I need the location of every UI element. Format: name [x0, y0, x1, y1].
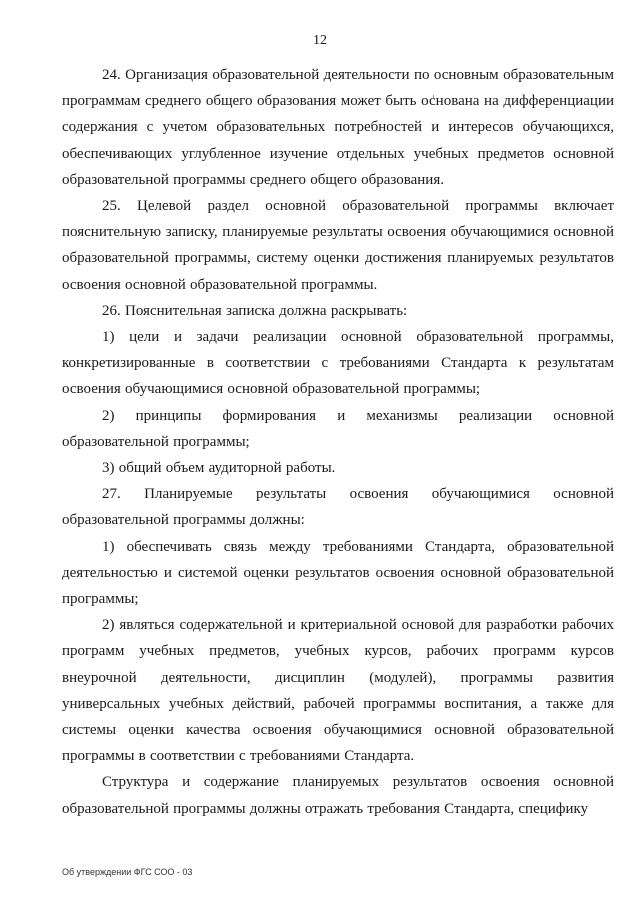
paragraph-27-item-2: 2) являться содержательной и критериальной основой для разработки рабочих программ учебных предметов, учебных курсов, рабочих программ курсов внеурочной деятельности, дисциплин (модулей), программы развития универсальных учебных действий, рабочей программы воспитания, а также для системы оценки качества освоения обучающимися основной образовательной программы в соответствии с требованиями Стандарта. — [62, 617, 614, 765]
paragraph-27-item-1: 1) обеспечивать связь между требованиями Стандарта, образовательной деятельностью и системой оценки результатов освоения основной образовательной программы; — [62, 538, 614, 608]
paragraph-26: 26. Пояснительная записка должна раскрывать: — [102, 302, 408, 319]
paragraph-26-item-1: 1) цели и задачи реализации основной образовательной программы, конкретизированные в соответствии с требованиями Стандарта к результатам освоения обучающимися основной образовательной программы; — [62, 329, 614, 398]
paragraph-27: 27. Планируемые результаты освоения обучающимися основной образовательной программы должны: — [62, 486, 614, 529]
page-number: 12 — [313, 33, 327, 48]
paragraph-25: 25. Целевой раздел основной образовательной программы включает пояснительную записку, планируемые результаты освоения обучающимися основной образовательной программы, систему оценки достижения планируемых результатов освоения основной образовательной программы. — [62, 198, 614, 293]
paragraph-structure: Структура и содержание планируемых результатов освоения основной образовательной программы должны отражать требования Стандарта, специфику — [62, 774, 614, 817]
paragraph-26-item-2: 2) принципы формирования и механизмы реализации основной образовательной программы; — [62, 407, 614, 450]
page-footer: Об утверждении ФГС СОО - 03 — [62, 867, 193, 877]
document-body — [62, 62, 614, 822]
paragraph-24: 24. Организация образовательной деятельности по основным образовательным программам среднего общего образования может быть основана на дифференциации содержания с учетом образовательных потребностей и интересов обучающихся, обеспечивающих углубленное изучение отдельных учебных предметов основной образовательной программы среднего общего образования. — [62, 67, 614, 188]
paragraph-26-item-3: 3) общий объем аудиторной работы. — [102, 460, 336, 477]
